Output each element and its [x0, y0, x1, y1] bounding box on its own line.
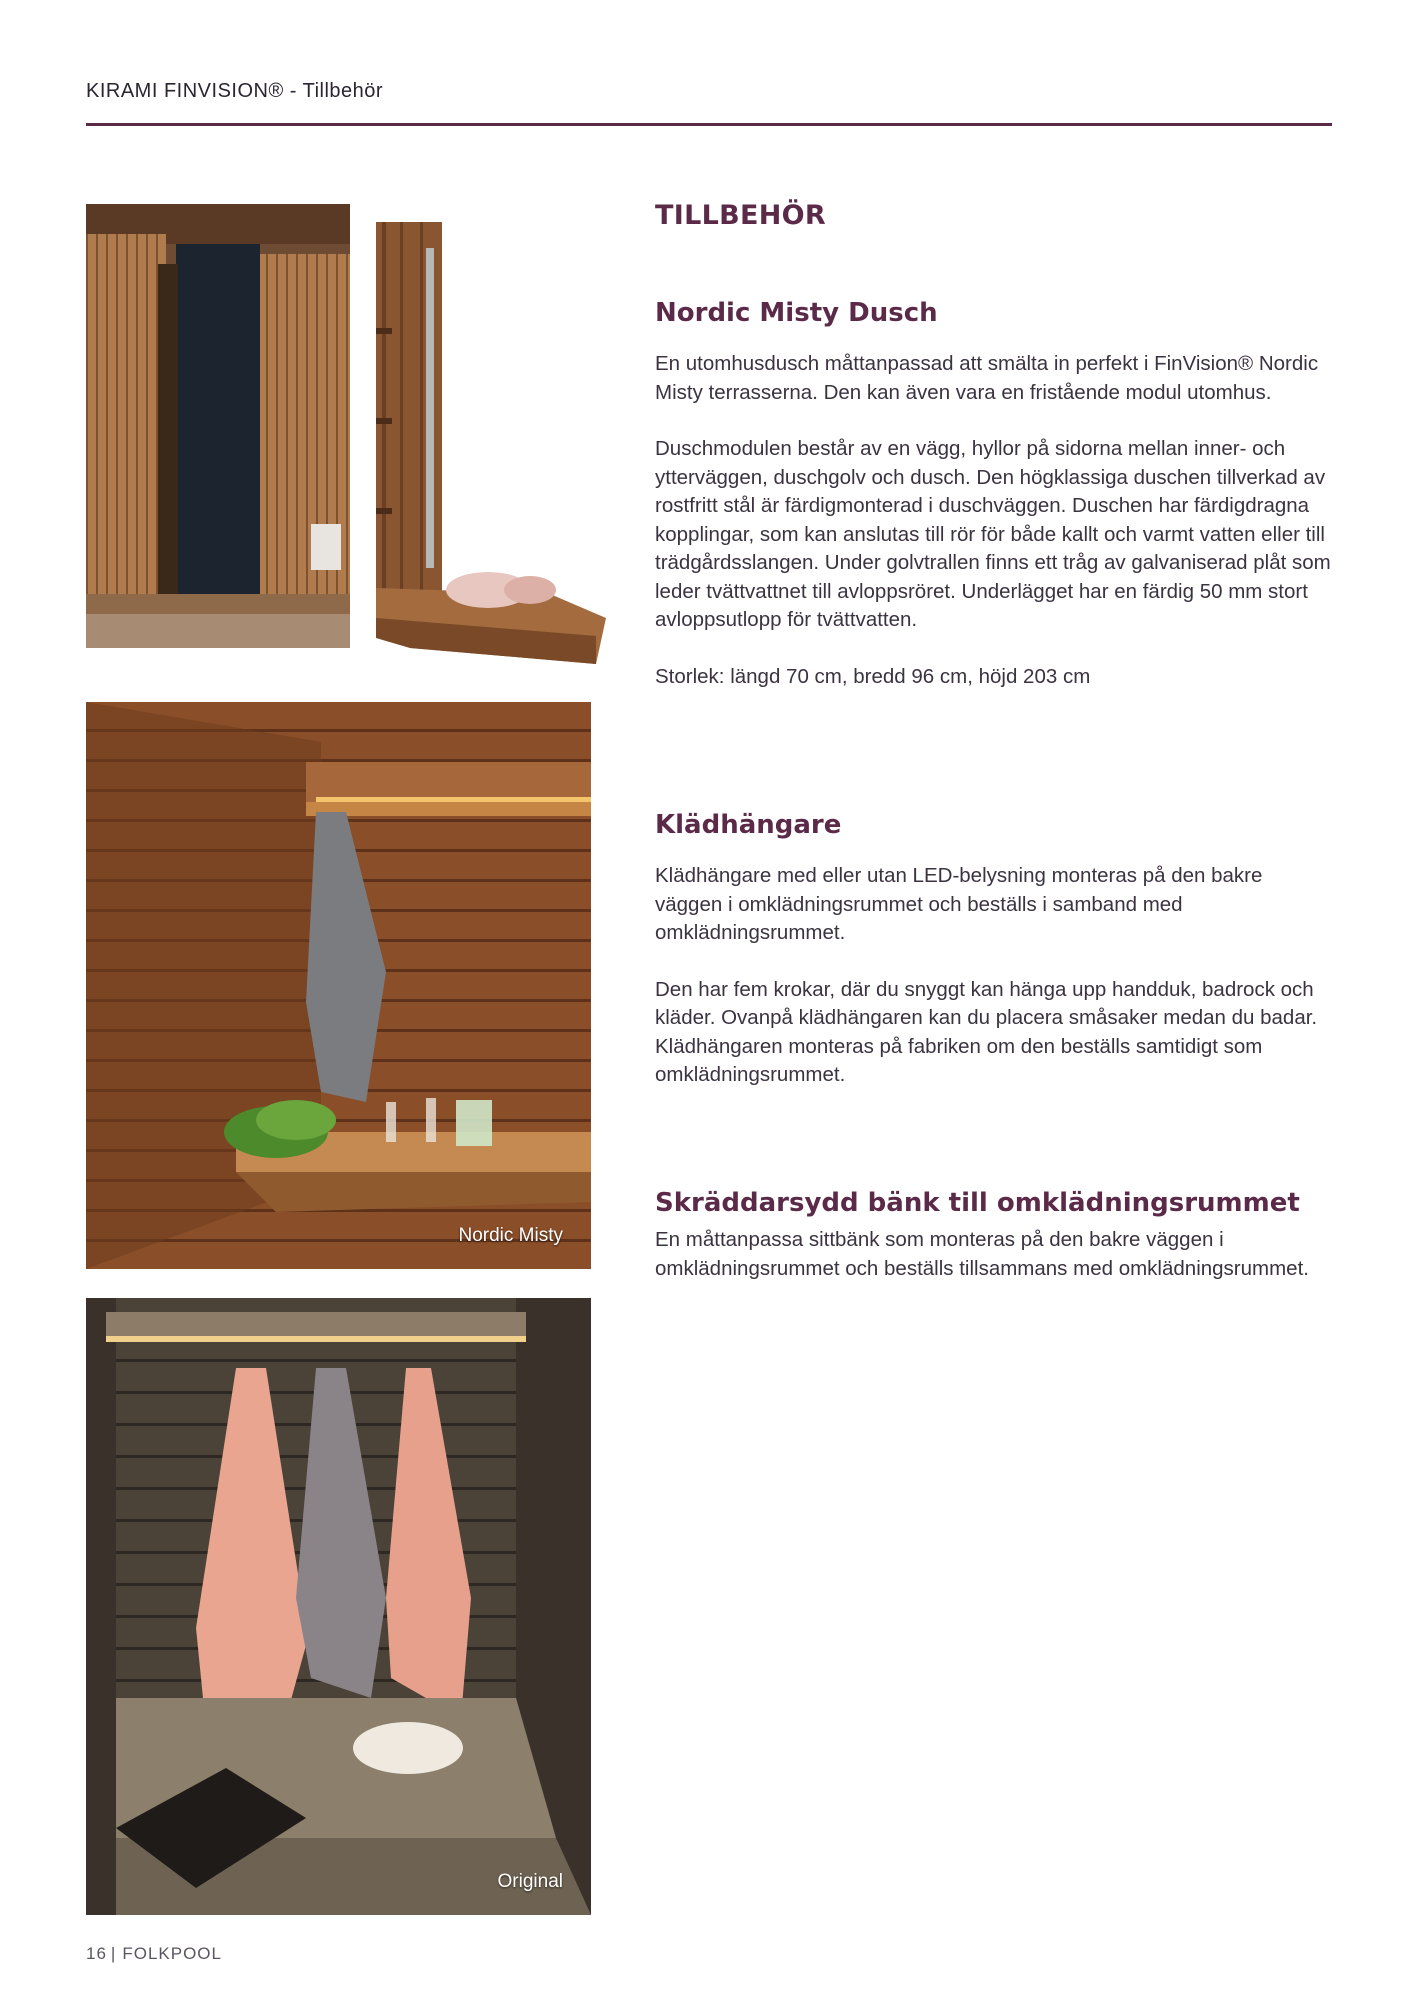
original-caption: Original [497, 1871, 563, 1892]
hanger-paragraph-2: Den har fem krokar, där du snyggt kan hänga upp handduk, badrock och kläder. Ovanpå klädhängaren kan du placera småsaker medan du badar. Klädhängaren monteras på fabriken om den beställs samtidigt som omklädningsrummet. [655, 977, 1318, 1086]
footer-brand: FOLKPOOL [122, 1944, 222, 1963]
hanger-section [655, 810, 1335, 1090]
nordic-misty-hanger-photo [86, 702, 591, 1269]
shower-installed-photo [86, 204, 350, 648]
shower-paragraph-1: En utomhusdusch måttanpassad att smälta in perfekt i FinVision® Nordic Misty terrasserna. Den kan även vara en fristående modul utomhus. [655, 352, 1319, 404]
shower-size: Storlek: längd 70 cm, bredd 96 cm, höjd 203 cm [655, 664, 1091, 688]
bench-section [655, 1188, 1335, 1283]
section-title: TILLBEHÖR [655, 200, 826, 231]
bench-paragraph: En måttanpassa sittbänk som monteras på den bakre väggen i omklädningsrummet och beställs tillsammans med omklädningsrummet. [655, 1228, 1309, 1280]
document-header-title: KIRAMI FINVISION® - Tillbehör [86, 80, 384, 102]
shower-heading: Nordic Misty Dusch [655, 298, 938, 328]
footer-separator: | [110, 1944, 117, 1963]
bench-heading: Skräddarsydd bänk till omklädningsrummet [655, 1188, 1300, 1218]
header-divider [86, 123, 1332, 126]
shower-section [655, 298, 1335, 691]
shower-module-photo [370, 218, 606, 664]
section-title-block [655, 200, 1335, 231]
original-hanger-photo [86, 1298, 591, 1915]
page-footer [86, 1944, 222, 1964]
shower-paragraph-2: Duschmodulen består av en vägg, hyllor på sidorna mellan inner- och ytterväggen, duschgolv och dusch. Den högklassiga duschen tillverkad av rostfritt stål är färdigmonterad i duschväggen. Duschen har färdigdragna kopplingar, som kan anslutas till rör för både kallt och varmt vatten eller till trädgårdsslangen. Under golvtrallen finns ett tråg av galvaniserad plåt som leder tvättvattnet till avloppsröret. Underlägget har en färdig 50 mm stort avloppsutlopp för tvättvatten. [655, 437, 1331, 631]
page-number: 16 [86, 1944, 107, 1963]
hanger-paragraph-1: Klädhängare med eller utan LED-belysning monteras på den bakre väggen i omklädningsrummet och beställs i samband med omklädningsrummet. [655, 864, 1263, 944]
nordic-misty-caption: Nordic Misty [458, 1225, 563, 1246]
hanger-heading: Klädhängare [655, 810, 842, 840]
